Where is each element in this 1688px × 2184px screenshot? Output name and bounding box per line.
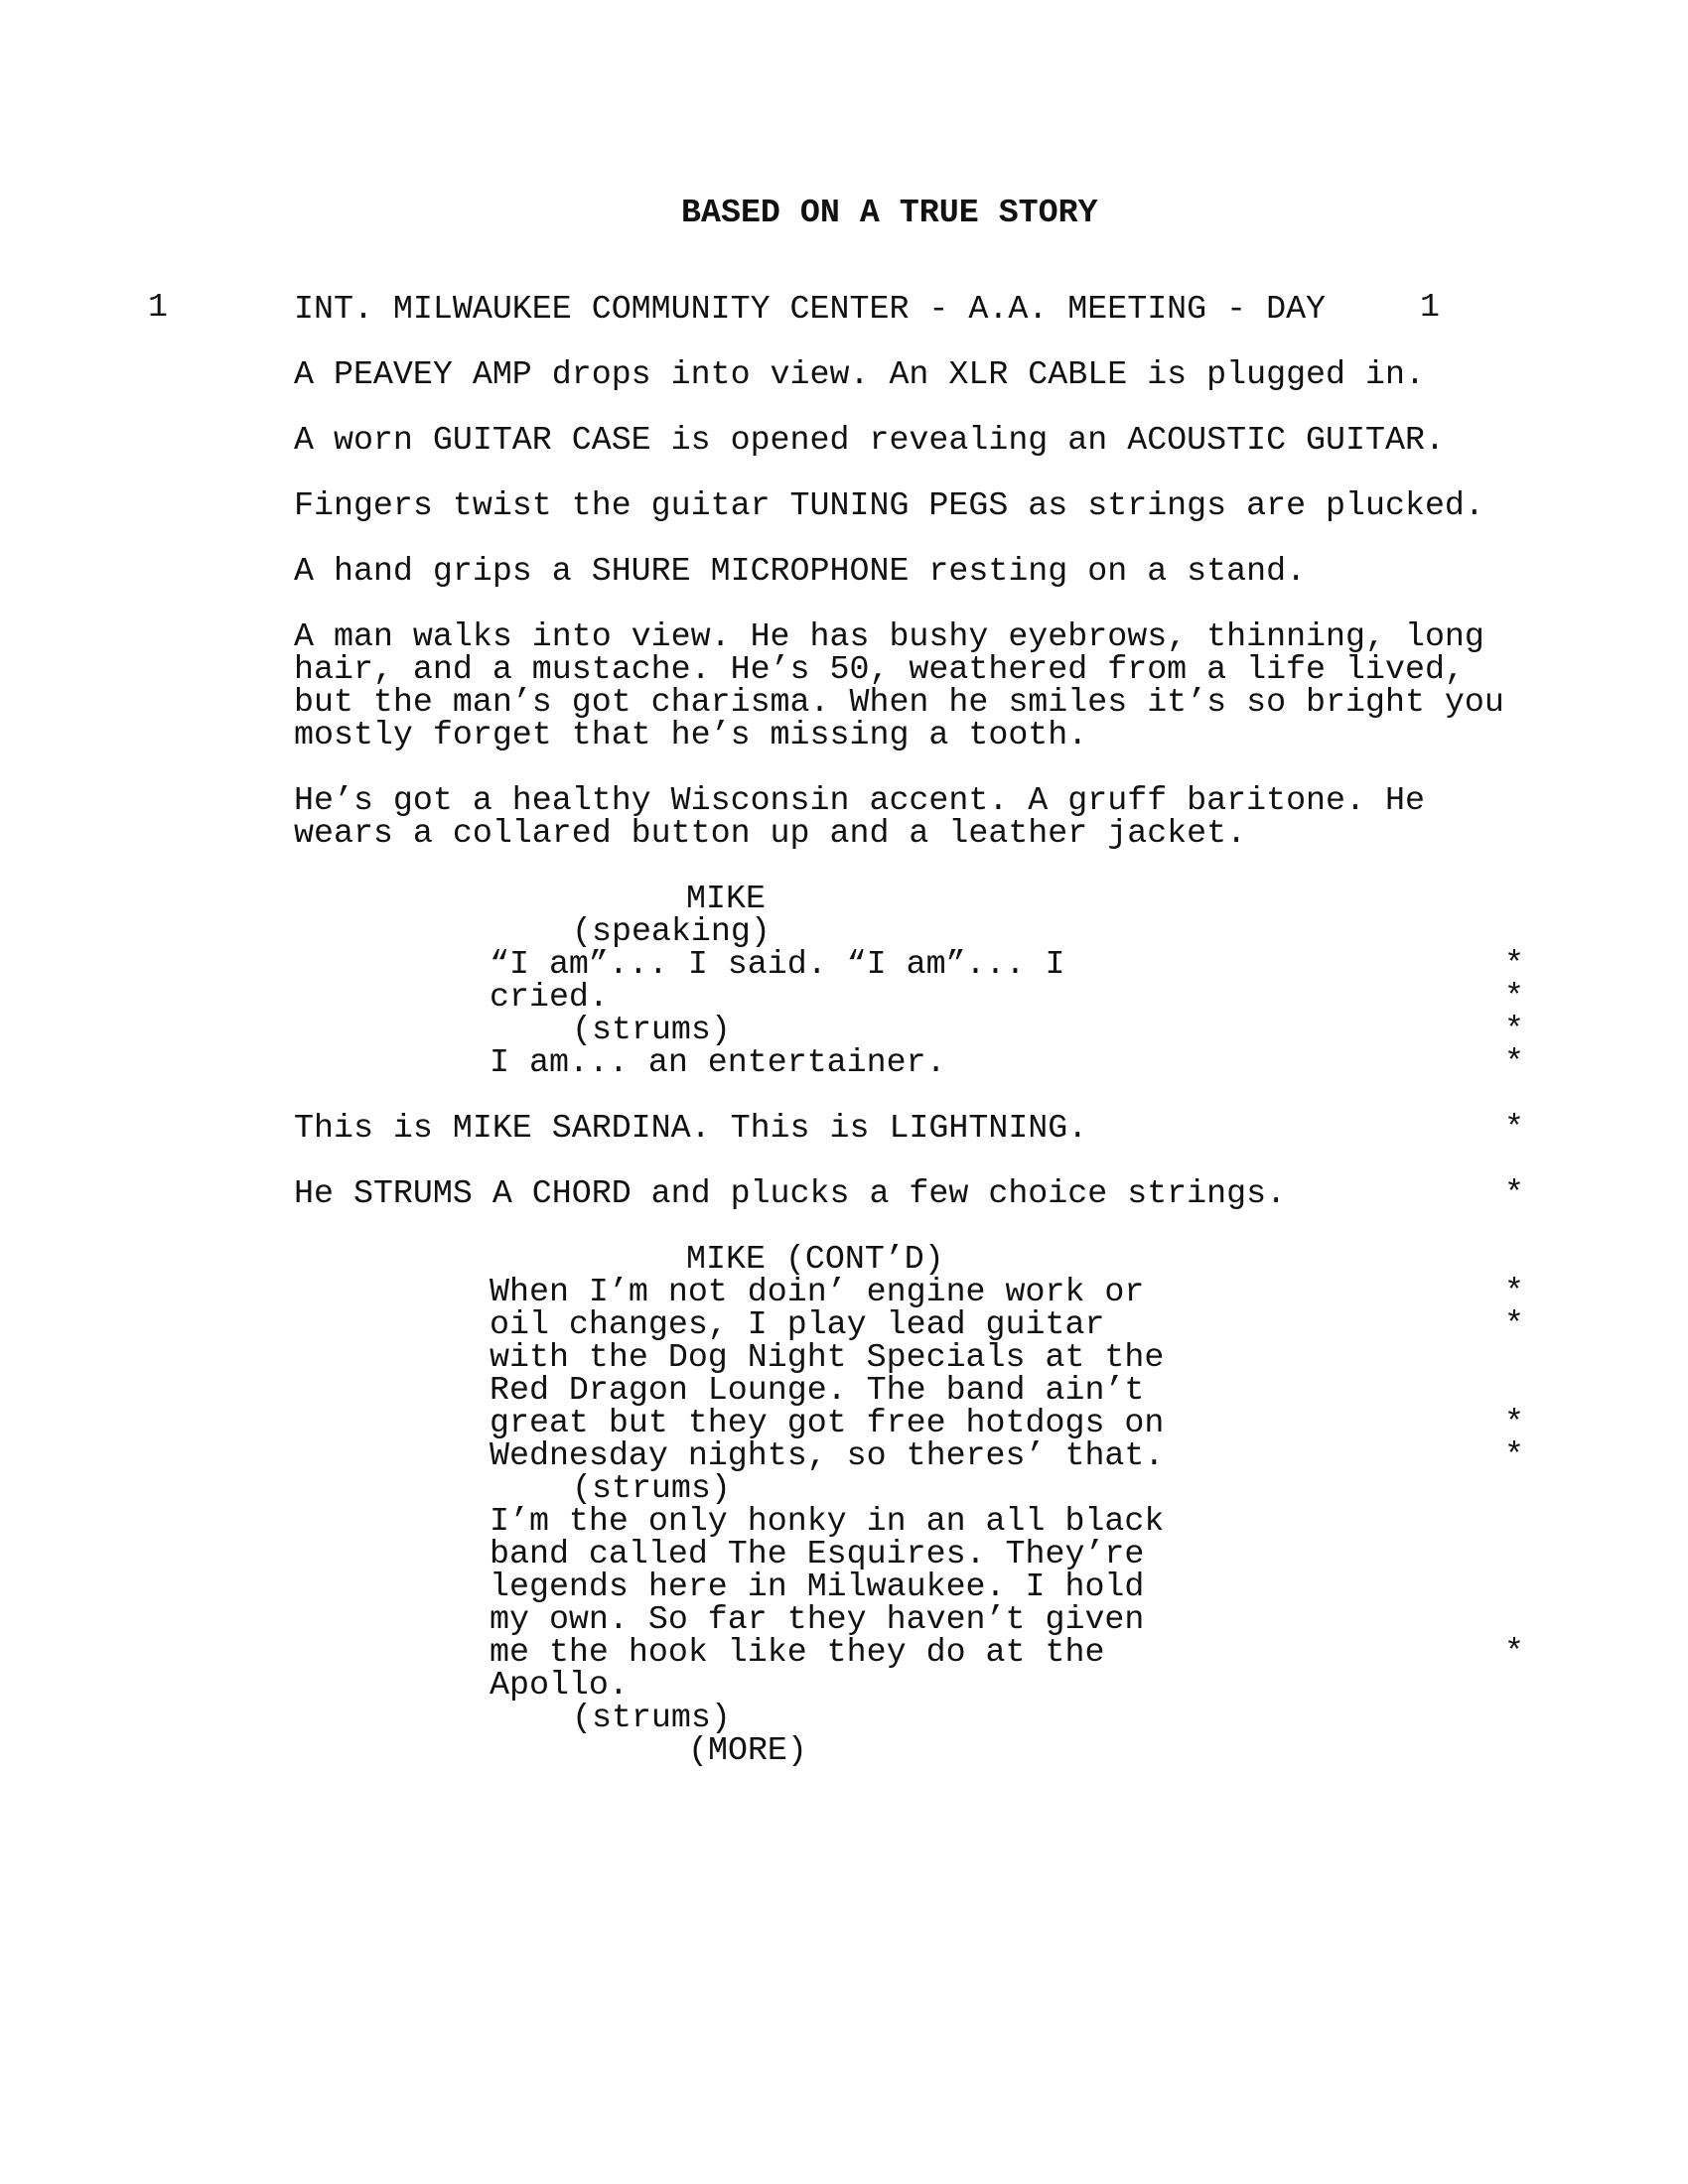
action-line: A worn GUITAR CASE is opened revealing an ACOUSTIC GUITAR. xyxy=(294,421,1445,459)
character-name: MIKE (CONT’D) xyxy=(686,1240,944,1278)
parenthetical: (speaking) xyxy=(572,912,771,950)
scene-number-right: 1 xyxy=(1420,288,1440,326)
scene-number-left: 1 xyxy=(148,288,168,326)
action-line: wears a collared button up and a leather jacket. xyxy=(294,814,1247,852)
dialogue-line: “I am”... I said. “I am”... I xyxy=(490,945,1065,983)
revision-mark: * xyxy=(1504,1043,1524,1081)
page-title: BASED ON A TRUE STORY xyxy=(681,194,1098,231)
action-line: Fingers twist the guitar TUNING PEGS as strings are plucked. xyxy=(294,486,1484,524)
revision-mark: * xyxy=(1504,1404,1524,1441)
dialogue-line: When I’m not doin’ engine work or xyxy=(490,1273,1145,1310)
dialogue-line: legends here in Milwaukee. I hold xyxy=(490,1568,1145,1605)
dialogue-line: I’m the only honky in an all black xyxy=(490,1502,1165,1540)
revision-mark: * xyxy=(1504,1174,1524,1212)
scene-heading: INT. MILWAUKEE COMMUNITY CENTER - A.A. MEETING - DAY xyxy=(294,290,1327,328)
action-line: but the man’s got charisma. When he smiles it’s so bright you xyxy=(294,683,1504,721)
action-line: mostly forget that he’s missing a tooth. xyxy=(294,716,1088,753)
character-name: MIKE xyxy=(686,880,766,917)
action-line: A man walks into view. He has bushy eyebrows, thinning, long xyxy=(294,617,1484,655)
dialogue-line: oil changes, I play lead guitar xyxy=(490,1305,1105,1343)
dialogue-line: me the hook like they do at the xyxy=(490,1633,1105,1671)
revision-mark: * xyxy=(1504,945,1524,983)
dialogue-line: cried. xyxy=(490,978,609,1016)
action-line: hair, and a mustache. He’s 50, weathered from a life lived, xyxy=(294,650,1465,688)
dialogue-line: great but they got free hotdogs on xyxy=(490,1404,1165,1441)
revision-mark: * xyxy=(1504,1011,1524,1048)
action-line: A PEAVEY AMP drops into view. An XLR CABLE is plugged in. xyxy=(294,355,1425,393)
parenthetical: (strums) xyxy=(572,1699,731,1736)
action-line: This is MIKE SARDINA. This is LIGHTNING. xyxy=(294,1109,1088,1147)
more-marker: (MORE) xyxy=(688,1731,807,1769)
dialogue-line: Wednesday nights, so theres’ that. xyxy=(490,1436,1165,1474)
dialogue-line: Red Dragon Lounge. The band ain’t xyxy=(490,1371,1145,1409)
action-line: He’s got a healthy Wisconsin accent. A gruff baritone. He xyxy=(294,781,1425,819)
revision-mark: * xyxy=(1504,1273,1524,1310)
dialogue-line: with the Dog Night Specials at the xyxy=(490,1338,1165,1376)
parenthetical: (strums) xyxy=(572,1469,731,1507)
revision-mark: * xyxy=(1504,978,1524,1016)
action-line: A hand grips a SHURE MICROPHONE resting on a stand. xyxy=(294,552,1307,590)
revision-mark: * xyxy=(1504,1633,1524,1671)
dialogue-line: band called The Esquires. They’re xyxy=(490,1535,1145,1572)
parenthetical: (strums) xyxy=(572,1011,731,1048)
revision-mark: * xyxy=(1504,1109,1524,1147)
dialogue-line: my own. So far they haven’t given xyxy=(490,1600,1145,1638)
action-line: He STRUMS A CHORD and plucks a few choice strings. xyxy=(294,1174,1287,1212)
dialogue-line: Apollo. xyxy=(490,1666,629,1704)
revision-mark: * xyxy=(1504,1305,1524,1343)
revision-mark: * xyxy=(1504,1436,1524,1474)
dialogue-line: I am... an entertainer. xyxy=(490,1043,946,1081)
